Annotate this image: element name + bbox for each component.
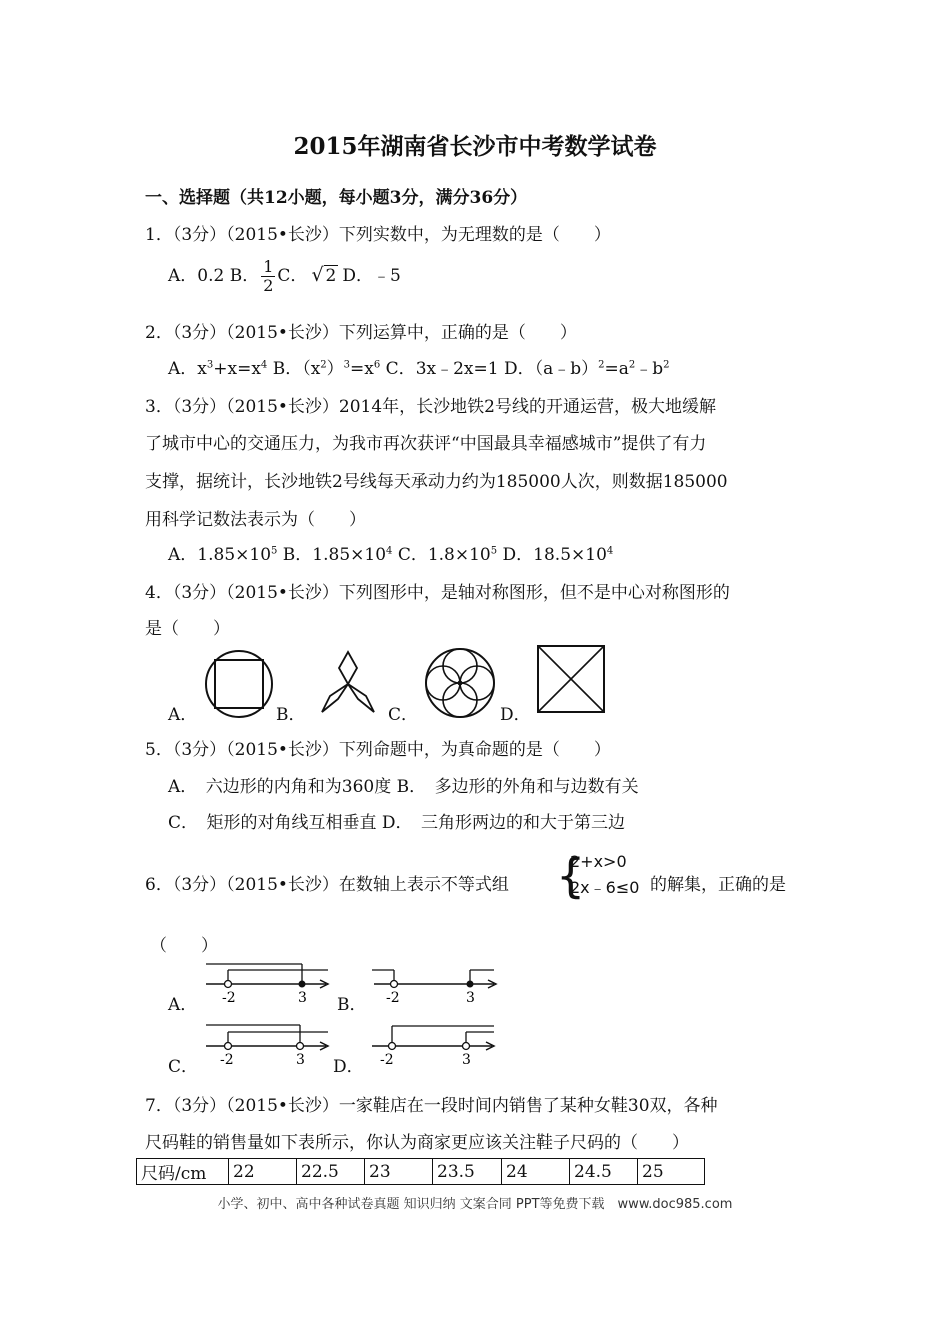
q3-option-a-expr: $1.85\times 10^5$ [197,545,278,565]
q4-line-1: 4．（3分）（2015•长沙）下列图形中，是轴对称图形，但不是中心对称图形的 [145,583,730,603]
section-heading: 一、选择题（共12小题，每小题3分，满分36分） [145,188,528,208]
tick-label-neg2: -2 [380,1052,394,1068]
q2-option-d-expr: $(a﹣b)^2=a^2﹣b^2$ [534,359,670,379]
q3-option-a-label: A． [168,545,198,565]
q3-option-d-expr: $18.5\times 10^4$ [533,545,614,565]
q2-option-d-label: D． [503,359,535,379]
q3-option-b-expr: $1.85\times 10^4$ [312,545,393,565]
q6-paren: （ ） [150,936,218,956]
table-row [137,1159,705,1185]
q6-inequality-2: 2x﹣6≤0 [570,878,640,897]
q7-line-1: 7．（3分）（2015•长沙）一家鞋店在一段时间内销售了某种女鞋30双，各种 [145,1096,718,1116]
table-header-cell: 尺码/cm [137,1159,229,1185]
tick-label-neg2: -2 [222,990,236,1006]
tick-label-3: 3 [462,1052,471,1068]
q2-option-a-label: A． [168,359,198,379]
q6-option-b-label: B． [337,995,367,1015]
q6-stem-end: 的解集，正确的是 [650,875,786,895]
number-line-a [200,958,335,1008]
q5-stem: 5．（3分）（2015•长沙）下列命题中，为真命题的是（ ） [145,740,611,760]
table-cell: 22.5 [297,1159,365,1185]
shoe-size-table [136,1158,705,1185]
q5-options-ab: A． 六边形的内角和为360度 B． 多边形的外角和与边数有关 [168,777,639,797]
q3-option-c-label: C． [397,545,428,565]
q4-option-d-label: D． [500,705,531,725]
q1-option-d-label: D． [342,266,374,286]
left-brace-icon: { [556,849,586,903]
q2-option-c-expr: 3x﹣2x=1 [415,359,499,379]
table-cell: 22 [229,1159,297,1185]
q2-option-b-expr: $(x^2)^3=x^6$ [302,359,381,379]
radical-sign-icon: √ [311,264,324,286]
q1-option-c-label: C． [277,266,308,286]
tick-label-3: 3 [296,1052,305,1068]
q3-line-2: 了城市中心的交通压力，为我市再次获评“中国最具幸福感城市”提供了有力 [145,434,707,454]
tick-label-neg2: -2 [220,1052,234,1068]
q6-stem: 6．（3分）（2015•长沙）在数轴上表示不等式组 [145,875,509,895]
q2-options [168,354,670,379]
table-cell: 24 [502,1159,570,1185]
q1-option-a-value: 0.2 [197,266,225,286]
q1-fraction-numerator: 1 [263,257,274,276]
q6-option-d-label: D． [333,1057,364,1077]
q3-line-4: 用科学记数法表示为（ ） [145,510,366,530]
q2-option-b-label: B． [272,359,303,379]
q4-option-b-label: B． [276,705,306,725]
circle-flower-figure [422,646,498,720]
q2-stem: 2．（3分）（2015•长沙）下列运算中，正确的是（ ） [145,323,577,343]
number-line-b [368,958,503,1008]
circle-square-figure [202,648,276,720]
q3-option-b-label: B． [282,545,313,565]
table-cell: 23.5 [433,1159,502,1185]
q1-sqrt-argument: 2 [325,266,337,286]
q7-line-2: 尺码鞋的销售量如下表所示，你认为商家更应该关注鞋子尺码的（ ） [145,1133,689,1153]
q3-option-c-expr: $1.8\times 10^5$ [427,545,498,565]
page-title: 2015年湖南省长沙市中考数学试卷 [293,133,657,160]
q2-option-a-expr: $x^3+x=x^4$ [197,359,268,379]
q6-option-c-label: C． [168,1057,199,1077]
table-cell: 25 [638,1159,705,1185]
q1-fraction-denominator: 2 [263,276,274,295]
q4-option-c-label: C． [388,705,419,725]
q1-options [168,258,401,295]
q4-line-2: 是（ ） [145,619,230,639]
tick-label-neg2: -2 [386,990,400,1006]
q6-inequality-1: 2+x>0 [570,852,627,871]
q1-stem: 1．（3分）（2015•长沙）下列实数中，为无理数的是（ ） [145,225,611,245]
number-line-c [200,1020,335,1070]
q1-option-b-label: B． [229,266,260,286]
square-diagonals-figure [535,643,607,715]
three-rhombus-figure [310,648,386,718]
table-cell: 24.5 [570,1159,638,1185]
tick-label-3: 3 [466,990,475,1006]
q1-option-d-value: ﹣5 [373,266,401,286]
q6-option-a-label: A． [168,995,198,1015]
q3-option-d-label: D． [502,545,534,565]
footer-note: 小学、初中、高中各种试卷真题 知识归纳 文案合同 PPT等免费下载 www.doc985.com [217,1197,733,1212]
q1-option-a-label: A． [168,266,198,286]
q5-options-cd: C． 矩形的对角线互相垂直 D． 三角形两边的和大于第三边 [168,813,626,833]
q3-line-1: 3．（3分）（2015•长沙）2014年，长沙地铁2号线的开通运营，极大地缓解 [145,397,717,417]
q1-fraction [261,258,275,295]
q1-sqrt [311,264,338,286]
q3-options [168,540,613,565]
number-line-d [366,1020,501,1070]
q3-line-3: 支撑，据统计，长沙地铁2号线每天承动力约为185000人次，则数据185000 [145,472,728,492]
q2-option-c-label: C． [385,359,416,379]
table-cell: 23 [365,1159,433,1185]
q4-option-a-label: A． [168,705,198,725]
tick-label-3: 3 [298,990,307,1006]
